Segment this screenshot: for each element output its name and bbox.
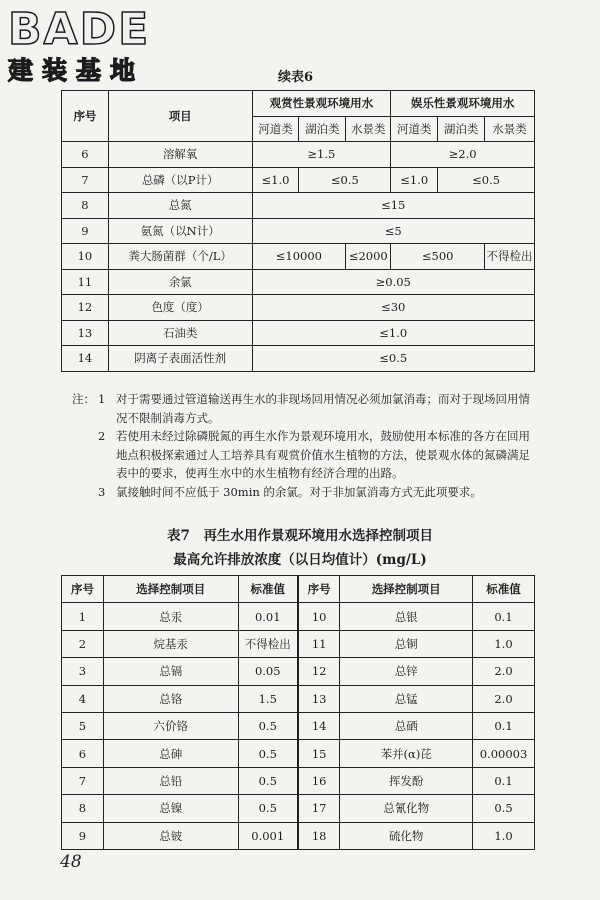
cell-value: 0.1 [473,603,535,630]
table-row [62,740,535,767]
cell-value: 0.5 [473,795,535,822]
table-row [62,218,535,244]
cell-value: 不得检出 [238,630,298,657]
cell-value: 0.01 [238,603,298,630]
page-number: 48 [60,852,82,872]
header-standard: 标准值 [473,576,535,603]
cell-value: ≤10000 [252,244,346,270]
cell-value: 0.1 [473,712,535,739]
cell-value: ≤1.0 [252,167,299,193]
header-recreational: 娱乐性景观环境用水 [391,91,535,117]
note-text: 对于需要通过管道输送再生水的非现场回用情况必须加氯消毒；而对于现场回用情况不限制消毒方式。 [116,392,530,425]
cell-item: 总氰化物 [340,795,473,822]
cell-value: ≤5 [252,218,535,244]
cell-value: ≥0.05 [252,269,535,295]
note-item [72,427,532,483]
table6-notes [72,390,532,501]
cell-no: 3 [62,658,104,685]
cell-value: ≤0.5 [299,167,391,193]
cell-no: 11 [298,630,340,657]
cell-value: ≥2.0 [391,142,535,168]
cell-no: 13 [298,685,340,712]
cell-item: 总砷 [103,740,238,767]
cell-no: 10 [62,244,109,270]
cell-value: 0.5 [238,740,298,767]
cell-no: 11 [62,269,109,295]
cell-no: 18 [298,822,340,849]
cell-item: 六价铬 [103,712,238,739]
cell-value: 0.00003 [473,740,535,767]
cell-item: 溶解氧 [108,142,252,168]
cell-item: 总铬 [103,685,238,712]
cell-no: 9 [62,218,109,244]
cell-no: 13 [62,320,109,346]
table-row [62,658,535,685]
cell-no: 12 [298,658,340,685]
cell-value: ≤0.5 [252,346,535,372]
cell-value: 0.1 [473,767,535,794]
table-row [62,167,535,193]
cell-item: 总硒 [340,712,473,739]
cell-no: 15 [298,740,340,767]
cell-value: ≤2000 [346,244,391,270]
subheader: 湖泊类 [299,116,346,142]
cell-item: 总汞 [103,603,238,630]
cell-item: 总铅 [103,767,238,794]
cell-no: 17 [298,795,340,822]
cell-item: 石油类 [108,320,252,346]
cell-value: 0.05 [238,658,298,685]
cell-value: 2.0 [473,685,535,712]
cell-value: 0.5 [238,795,298,822]
header-item: 选择控制项目 [103,576,238,603]
logo-chinese-name: 建装基地 [8,56,145,85]
table-row [62,269,535,295]
cell-no: 14 [298,712,340,739]
table-row [62,244,535,270]
cell-item: 总铜 [340,630,473,657]
cell-no: 2 [62,630,104,657]
note-text: 若使用未经过除磷脱氮的再生水作为景观环境用水，鼓励使用本标准的各方在回用地点积极探索通过人工培养具有观赏价值水生植物的方法，使景观水体的氮磷满足表中的要求，使再生水中的水生植物有经济合理的出路。 [116,429,530,480]
cell-item: 挥发酚 [340,767,473,794]
cell-item: 总银 [340,603,473,630]
note-number: 1 [98,392,106,406]
note-item [72,390,532,427]
cell-value: ≤0.5 [438,167,535,193]
cell-item: 总氮 [108,193,252,219]
cell-item: 硫化物 [340,822,473,849]
cell-no: 6 [62,740,104,767]
header-seq: 序号 [298,576,340,603]
cell-item: 总锰 [340,685,473,712]
table-row [62,767,535,794]
cell-value: 不得检出 [485,244,535,270]
table-row [62,346,535,372]
cell-no: 9 [62,822,104,849]
cell-item: 总磷（以P计） [108,167,252,193]
cell-value: ≥1.5 [252,142,391,168]
table7-subtitle: 最高允许排放浓度（以日均值计）(mg/L) [173,552,427,568]
table-row [62,193,535,219]
cell-item: 余氯 [108,269,252,295]
header-standard: 标准值 [238,576,298,603]
cell-no: 12 [62,295,109,321]
cell-no: 7 [62,767,104,794]
table-row [62,603,535,630]
cell-item: 烷基汞 [103,630,238,657]
subheader: 河道类 [252,116,299,142]
table-row [62,630,535,657]
cell-no: 5 [62,712,104,739]
note-text: 氯接触时间不应低于 30min 的余氯。对于非加氯消毒方式无此项要求。 [116,484,482,499]
header-ornamental: 观赏性景观环境用水 [252,91,391,117]
cell-value: 1.0 [473,822,535,849]
cell-no: 10 [298,603,340,630]
header-item: 项目 [108,91,252,142]
cell-value: ≤500 [391,244,485,270]
cell-no: 1 [62,603,104,630]
cell-item: 粪大肠菌群（个/L） [108,244,252,270]
cell-no: 7 [62,167,109,193]
subheader: 水景类 [485,116,535,142]
notes-label: 注： [72,392,95,406]
cell-value: ≤30 [252,295,535,321]
cell-value: 0.5 [238,767,298,794]
cell-item: 阴离子表面活性剂 [108,346,252,372]
cell-item: 总镍 [103,795,238,822]
cell-value: 0.001 [238,822,298,849]
cell-item: 总锌 [340,658,473,685]
cell-value: 2.0 [473,658,535,685]
cell-value: ≤1.0 [252,320,535,346]
cell-no: 14 [62,346,109,372]
subheader: 水景类 [346,116,391,142]
cell-no: 8 [62,795,104,822]
note-number: 3 [98,484,106,499]
cell-value: 1.5 [238,685,298,712]
table-row [62,142,535,168]
table-row [62,295,535,321]
cell-value: 0.5 [238,712,298,739]
note-number: 2 [98,429,106,443]
cell-item: 色度（度） [108,295,252,321]
cell-item: 总镉 [103,658,238,685]
note-item [72,483,532,502]
cell-item: 总铍 [103,822,238,849]
cell-no: 8 [62,193,109,219]
bade-logo [8,6,150,86]
table6-caption: 续表6 [278,70,314,85]
header-item: 选择控制项目 [340,576,473,603]
cell-item: 苯并(α)芘 [340,740,473,767]
table7-title: 表7 再生水用作景观环境用水选择控制项目 [167,528,433,544]
cell-no: 16 [298,767,340,794]
table6 [61,90,535,372]
table-row [62,795,535,822]
cell-item: 氨氮（以N计） [108,218,252,244]
table7 [61,575,535,850]
cell-no: 6 [62,142,109,168]
cell-value: ≤1.0 [391,167,438,193]
cell-value: 1.0 [473,630,535,657]
table-row [62,712,535,739]
table-header-row [62,576,535,603]
cell-no: 4 [62,685,104,712]
logo-wordmark: BADE [8,4,151,55]
subheader: 河道类 [391,116,438,142]
table-row [62,822,535,849]
subheader: 湖泊类 [438,116,485,142]
cell-value: ≤15 [252,193,535,219]
table-row [62,685,535,712]
table-row [62,320,535,346]
header-seq: 序号 [62,576,104,603]
header-seq: 序号 [62,91,109,142]
